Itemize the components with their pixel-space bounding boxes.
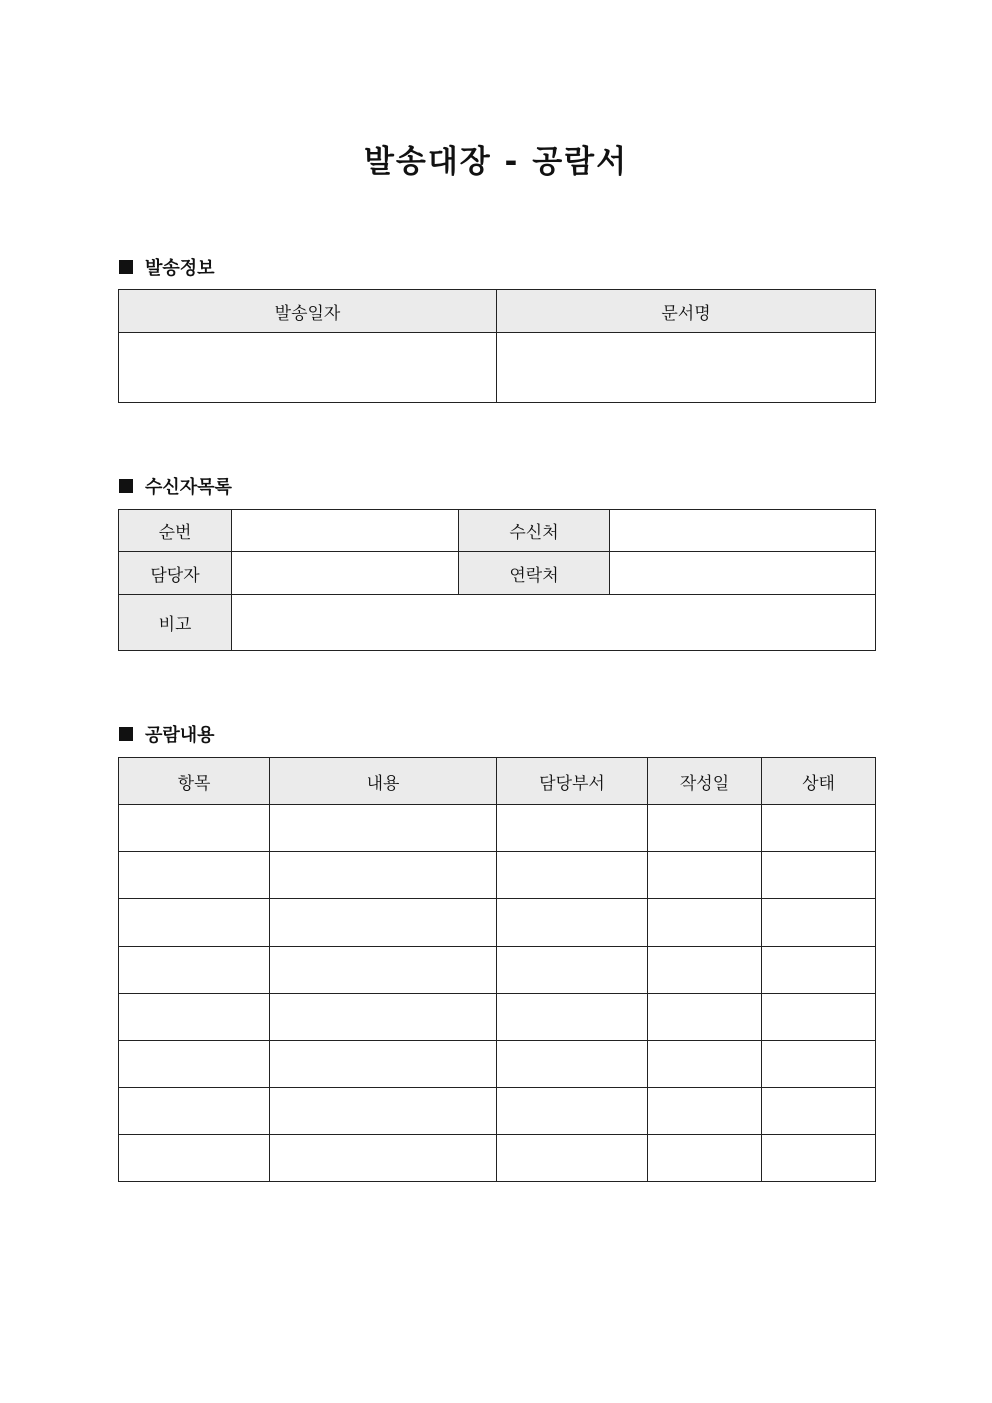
- recipients-section-heading: [119, 473, 232, 499]
- header-dispatch-date: 발송일자: [119, 290, 497, 333]
- status-cell[interactable]: [762, 1135, 876, 1182]
- header-date: 작성일: [648, 758, 762, 805]
- status-cell[interactable]: [762, 899, 876, 947]
- header-content: 내용: [270, 758, 497, 805]
- circulation-table: [118, 757, 876, 1182]
- label-remarks: 비고: [119, 595, 232, 651]
- contact-cell[interactable]: [610, 552, 876, 595]
- item-cell[interactable]: [119, 852, 270, 899]
- table-row: [119, 899, 876, 947]
- label-contact: 연락처: [459, 552, 610, 595]
- status-cell[interactable]: [762, 805, 876, 852]
- date-cell[interactable]: [648, 947, 762, 994]
- content-cell[interactable]: [270, 1041, 497, 1088]
- department-cell[interactable]: [497, 1135, 648, 1182]
- dispatch-table: [118, 289, 876, 403]
- status-cell[interactable]: [762, 994, 876, 1041]
- department-cell[interactable]: [497, 852, 648, 899]
- department-cell[interactable]: [497, 805, 648, 852]
- recipients-heading-label: 수신자목록: [145, 477, 232, 498]
- content-cell[interactable]: [270, 852, 497, 899]
- department-cell[interactable]: [497, 1088, 648, 1135]
- date-cell[interactable]: [648, 899, 762, 947]
- content-cell[interactable]: [270, 899, 497, 947]
- circulation-section-heading: [119, 721, 215, 747]
- item-cell[interactable]: [119, 947, 270, 994]
- department-cell[interactable]: [497, 947, 648, 994]
- dispatch-date-cell[interactable]: [119, 333, 497, 403]
- status-cell[interactable]: [762, 947, 876, 994]
- document-name-cell[interactable]: [497, 333, 876, 403]
- date-cell[interactable]: [648, 1041, 762, 1088]
- item-cell[interactable]: [119, 994, 270, 1041]
- remarks-cell[interactable]: [232, 595, 876, 651]
- table-row: [119, 805, 876, 852]
- label-manager: 담당자: [119, 552, 232, 595]
- square-bullet-icon: [119, 260, 133, 274]
- table-row: [119, 852, 876, 899]
- header-item: 항목: [119, 758, 270, 805]
- table-row: [119, 947, 876, 994]
- department-cell[interactable]: [497, 1041, 648, 1088]
- item-cell[interactable]: [119, 899, 270, 947]
- header-department: 담당부서: [497, 758, 648, 805]
- table-row: [119, 1088, 876, 1135]
- recipient-cell[interactable]: [610, 510, 876, 552]
- content-cell[interactable]: [270, 1135, 497, 1182]
- content-cell[interactable]: [270, 947, 497, 994]
- content-cell[interactable]: [270, 994, 497, 1041]
- manager-cell[interactable]: [232, 552, 459, 595]
- table-row: [119, 1135, 876, 1182]
- content-cell[interactable]: [270, 805, 497, 852]
- date-cell[interactable]: [648, 1088, 762, 1135]
- table-row: [119, 1041, 876, 1088]
- item-cell[interactable]: [119, 1041, 270, 1088]
- serial-cell[interactable]: [232, 510, 459, 552]
- department-cell[interactable]: [497, 899, 648, 947]
- label-recipient: 수신처: [459, 510, 610, 552]
- date-cell[interactable]: [648, 852, 762, 899]
- status-cell[interactable]: [762, 852, 876, 899]
- status-cell[interactable]: [762, 1041, 876, 1088]
- table-row: [119, 994, 876, 1041]
- dispatch-heading-label: 발송정보: [145, 258, 215, 279]
- label-serial: 순번: [119, 510, 232, 552]
- item-cell[interactable]: [119, 805, 270, 852]
- dispatch-section-heading: [119, 254, 215, 280]
- header-status: 상태: [762, 758, 876, 805]
- item-cell[interactable]: [119, 1088, 270, 1135]
- circulation-heading-label: 공람내용: [145, 725, 215, 746]
- date-cell[interactable]: [648, 1135, 762, 1182]
- header-document-name: 문서명: [497, 290, 876, 333]
- date-cell[interactable]: [648, 994, 762, 1041]
- square-bullet-icon: [119, 479, 133, 493]
- recipients-table: [118, 509, 876, 651]
- page-title: 발송대장 - 공람서: [363, 144, 629, 180]
- item-cell[interactable]: [119, 1135, 270, 1182]
- date-cell[interactable]: [648, 805, 762, 852]
- status-cell[interactable]: [762, 1088, 876, 1135]
- content-cell[interactable]: [270, 1088, 497, 1135]
- department-cell[interactable]: [497, 994, 648, 1041]
- square-bullet-icon: [119, 727, 133, 741]
